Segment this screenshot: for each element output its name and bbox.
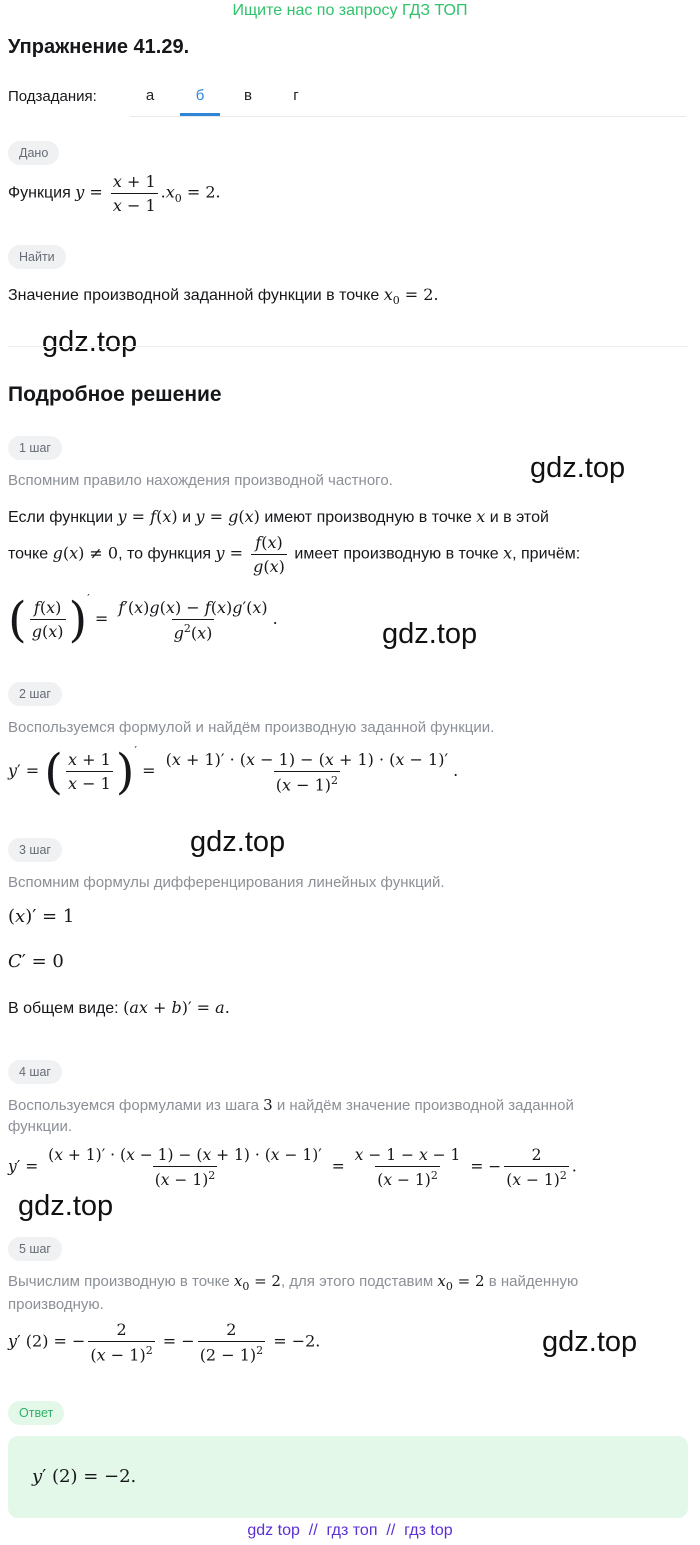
search-banner: Ищите нас по запросу ГДЗ ТОП [232,2,468,19]
given-formula: y [75,182,85,202]
step-1-rule-line-1: Если функции y = f(x) и y = g(x) имеют производную в точке x и в этой [8,507,549,526]
tab-a[interactable]: а [145,87,155,104]
formula-x-derivative: (x)′ = 1 [8,906,75,927]
rule-text: имеют производную в точке [264,509,472,526]
tab-g[interactable]: г [293,87,299,104]
step-2-formula: y′ = ( $\frac{x + 1}{x - 1}$ )′ = $\frac{(x + 1)' \cdot (x - 1) - (x + 1) \cdot (x - 1)'}{(x - 1)^2}$ . [8,743,459,800]
step-4-hint-line-2: функции. [8,1118,73,1135]
answer-formula: y′ (2) = −2. [32,1466,137,1487]
find-badge: Найти [8,245,66,269]
step-3-badge: 3 шаг [8,838,62,862]
watermark: gdz.top [42,326,138,358]
rule-text: точке [8,545,49,563]
rule-text: , то функция [118,545,212,563]
step-4-hint-line-1: Воспользуемся формулами из шага 3 и найдём значение производной заданной [8,1096,574,1114]
watermark: gdz.top [530,452,626,484]
rule-text: Если функции [8,509,114,526]
tab-v[interactable]: в [244,87,252,104]
given-prefix: Функция [8,184,71,202]
rule-text: , причём: [512,545,581,563]
formula-linear-general: В общем виде: (ax + b)′ = a. [8,998,230,1017]
rule-text: и [182,509,191,526]
answer-box [8,1436,688,1518]
watermark: gdz.top [382,618,478,650]
hint-text: , для этого подставим [280,1273,434,1290]
watermark: gdz.top [542,1326,638,1358]
rule-text: и в этой [489,509,549,526]
divider [8,346,688,347]
tab-b[interactable]: б [180,78,220,116]
general-form-label: В общем виде: [8,1000,119,1017]
quotient-rule-formula: ( $\frac{f(x)}{g(x)}$ )′ = $\frac{f'(x)g(x) - f(x)g'(x)}{g^2(x)}$ . [8,591,278,648]
watermark: gdz.top [190,826,286,858]
given-text: Функция y = $\frac{x + 1}{x - 1}$ $.x_0 = 2$. [8,172,221,215]
step-3-hint: Вспомним формулы дифференцирования линейных функций. [8,874,445,891]
formula-constant-derivative: C′ = 0 [8,951,64,972]
step-5-formula: y′ (2) = − $\frac{2}{(x - 1)^2}$ = − $\frac{2}{(2 - 1)^2}$ = −2. [8,1320,321,1365]
answer-badge: Ответ [8,1401,64,1425]
hint-text: в найденную [488,1273,579,1290]
solution-title: Подробное решение [8,383,222,406]
hint-text: Вычислим производную в точке [8,1273,230,1290]
step-2-hint: Воспользуемся формулой и найдём производную заданной функции. [8,719,495,736]
step-1-rule-line-2: точке g(x) ≠ 0, то функция y = $\frac{f(x)}{g(x)}$ имеет производную в точке x, причём: [8,533,581,576]
rule-text: имеет производную в точке [294,545,499,563]
step-5-badge: 5 шаг [8,1237,62,1261]
given-fraction: $\frac{x + 1}{x - 1}$ [112,172,156,215]
hint-text: Воспользуемся формулами из шага [8,1097,259,1114]
hint-text: и найдём значение производной заданной [276,1097,574,1114]
step-5-hint-line-1: Вычислим производную в точке $x_0 = 2$, для этого подставим $x_0 = 2$ в найденную [8,1272,579,1293]
footer-links: gdz top // гдз топ // гдз top [247,1522,453,1539]
find-text: Значение производной заданной функции в точке $x_0 = 2$. [8,285,439,308]
find-description: Значение производной заданной функции в точке [8,287,380,304]
step-4-badge: 4 шаг [8,1060,62,1084]
step-5-hint-line-2: производную. [8,1296,104,1313]
watermark: gdz.top [18,1190,114,1222]
step-2-badge: 2 шаг [8,682,62,706]
step-1-hint: Вспомним правило нахождения производной частного. [8,472,393,489]
subtask-tabs [130,78,686,117]
step-1-badge: 1 шаг [8,436,62,460]
page-title: Упражнение 41.29. [8,36,190,58]
subtasks-label: Подзадания: [8,88,97,105]
step-4-formula: y′ = $\frac{(x + 1)' \cdot (x - 1) - (x + 1) \cdot (x - 1)'}{(x - 1)^2}$ = $\frac{x - 1 - x - 1}{(x - 1)^2}$ = − $\frac{2}{(x - 1)^2}$ . [8,1146,577,1190]
given-badge: Дано [8,141,59,165]
